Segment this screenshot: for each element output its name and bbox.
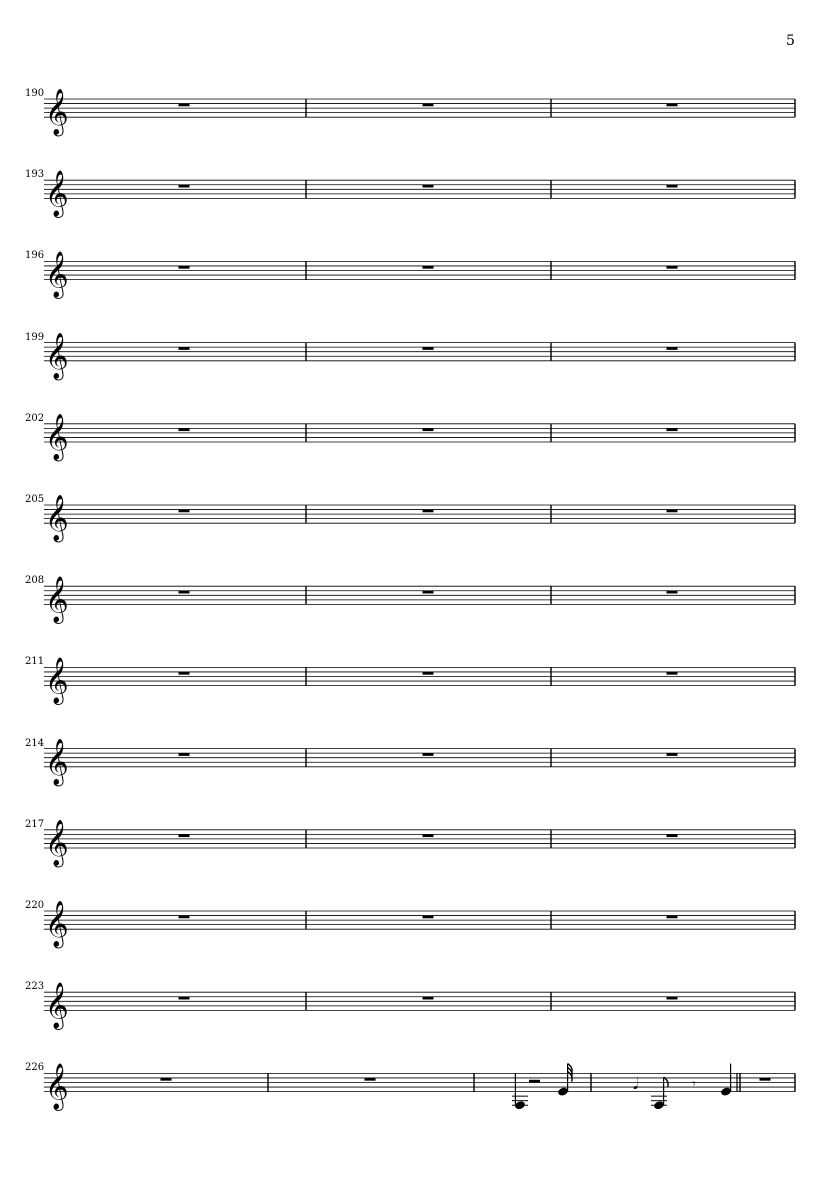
measure-number: 220 [25, 900, 45, 911]
whole-rest [179, 185, 190, 188]
whole-rest [667, 834, 678, 837]
treble-clef-icon: 𝄞 [45, 901, 69, 948]
staff-system [44, 982, 796, 1030]
staff-system [44, 901, 796, 949]
barline [794, 261, 795, 279]
whole-rest [667, 185, 678, 188]
barline [305, 261, 306, 279]
whole-rest [179, 753, 190, 756]
barline [305, 343, 306, 361]
measure-number: 214 [25, 737, 45, 749]
measure-number: 205 [25, 494, 45, 505]
treble-clef-icon: 𝄞 [45, 576, 69, 623]
whole-rest [667, 104, 678, 107]
barline [794, 1073, 795, 1091]
staff-system [44, 495, 796, 543]
barline [550, 180, 551, 198]
barline [550, 505, 551, 523]
barline [794, 180, 795, 198]
whole-rest [423, 997, 434, 1000]
barline [305, 667, 306, 685]
whole-rest [179, 347, 190, 350]
staff-system [44, 820, 796, 868]
whole-rest [179, 591, 190, 594]
whole-rest [179, 916, 190, 919]
barline [305, 99, 306, 117]
barline [736, 1073, 737, 1091]
treble-clef-icon: 𝄞 [45, 738, 69, 785]
treble-clef-icon: 𝄞 [45, 1063, 69, 1110]
staff-system [44, 89, 796, 137]
barline [794, 830, 795, 848]
barline [305, 424, 306, 442]
whole-rest [667, 591, 678, 594]
barline [794, 667, 795, 685]
whole-rest [423, 185, 434, 188]
whole-rest [423, 834, 434, 837]
measure-number: 193 [25, 169, 45, 181]
staff-system [44, 170, 796, 218]
barline [590, 1073, 591, 1091]
measure-number: 223 [25, 981, 45, 993]
barline [550, 749, 551, 767]
barline [305, 830, 306, 848]
measure-number: 226 [25, 1062, 45, 1074]
eighth-rest-icon: 𝄾 [692, 1076, 696, 1093]
barline [794, 424, 795, 442]
barline [305, 749, 306, 767]
whole-rest [179, 266, 190, 269]
barline [550, 99, 551, 117]
treble-clef-icon: 𝄞 [45, 251, 69, 298]
whole-rest [423, 916, 434, 919]
treble-clef-icon: 𝄞 [45, 170, 69, 217]
whole-rest [179, 510, 190, 513]
whole-rest [423, 672, 434, 675]
page-number: 5 [786, 33, 795, 49]
barline [305, 505, 306, 523]
whole-rest [179, 104, 190, 107]
measure-number: 208 [25, 575, 45, 587]
staff-system [44, 739, 796, 787]
barline [473, 1073, 474, 1091]
barline [550, 424, 551, 442]
whole-rest [179, 834, 190, 837]
whole-rest [423, 347, 434, 350]
whole-rest [667, 753, 678, 756]
barline [550, 667, 551, 685]
treble-clef-icon: 𝄞 [45, 89, 69, 136]
barline [305, 911, 306, 929]
barline [550, 911, 551, 929]
staff-system [44, 576, 796, 624]
barline [267, 1073, 268, 1091]
treble-clef-icon: 𝄞 [45, 982, 69, 1029]
whole-rest [179, 997, 190, 1000]
barline [550, 830, 551, 848]
barline [794, 911, 795, 929]
whole-rest [423, 428, 434, 431]
whole-rest [760, 1078, 771, 1081]
barline [794, 343, 795, 361]
staff-system [44, 1064, 796, 1112]
whole-rest [667, 347, 678, 350]
barline [739, 1073, 740, 1091]
barline [794, 992, 795, 1010]
barline [550, 992, 551, 1010]
barline [794, 586, 795, 604]
whole-rest [667, 266, 678, 269]
treble-clef-icon: 𝄞 [45, 495, 69, 542]
barline [550, 586, 551, 604]
measure-number: 202 [25, 412, 45, 424]
whole-rest [423, 753, 434, 756]
barline [794, 505, 795, 523]
measure-number: 199 [25, 331, 45, 343]
sixteenth-rest-icon: 𝅘𝅥 [633, 1074, 639, 1094]
whole-rest [179, 672, 190, 675]
whole-rest [365, 1078, 376, 1081]
barline [550, 343, 551, 361]
whole-rest [423, 591, 434, 594]
staff-system [44, 658, 796, 706]
whole-rest [423, 104, 434, 107]
half-rest [529, 1080, 540, 1083]
barline [305, 180, 306, 198]
whole-rest [423, 266, 434, 269]
treble-clef-icon: 𝄞 [45, 657, 69, 704]
staff-system [44, 252, 796, 300]
whole-rest [423, 510, 434, 513]
treble-clef-icon: 𝄞 [45, 820, 69, 866]
staff-system [44, 414, 796, 462]
whole-rest [667, 997, 678, 1000]
barline [794, 99, 795, 117]
barline [305, 992, 306, 1010]
whole-rest [179, 428, 190, 431]
measure-number: 217 [25, 818, 45, 830]
treble-clef-icon: 𝄞 [45, 332, 69, 379]
staff-system [44, 333, 796, 381]
whole-rest [667, 672, 678, 675]
whole-rest [667, 510, 678, 513]
measure-number: 196 [25, 250, 45, 262]
whole-rest [161, 1078, 172, 1081]
barline [305, 586, 306, 604]
measure-number: 190 [25, 88, 45, 99]
whole-rest [667, 428, 678, 431]
whole-rest [667, 916, 678, 919]
barline [550, 261, 551, 279]
measure-number: 211 [25, 656, 45, 668]
barline [794, 749, 795, 767]
treble-clef-icon: 𝄞 [45, 414, 69, 460]
